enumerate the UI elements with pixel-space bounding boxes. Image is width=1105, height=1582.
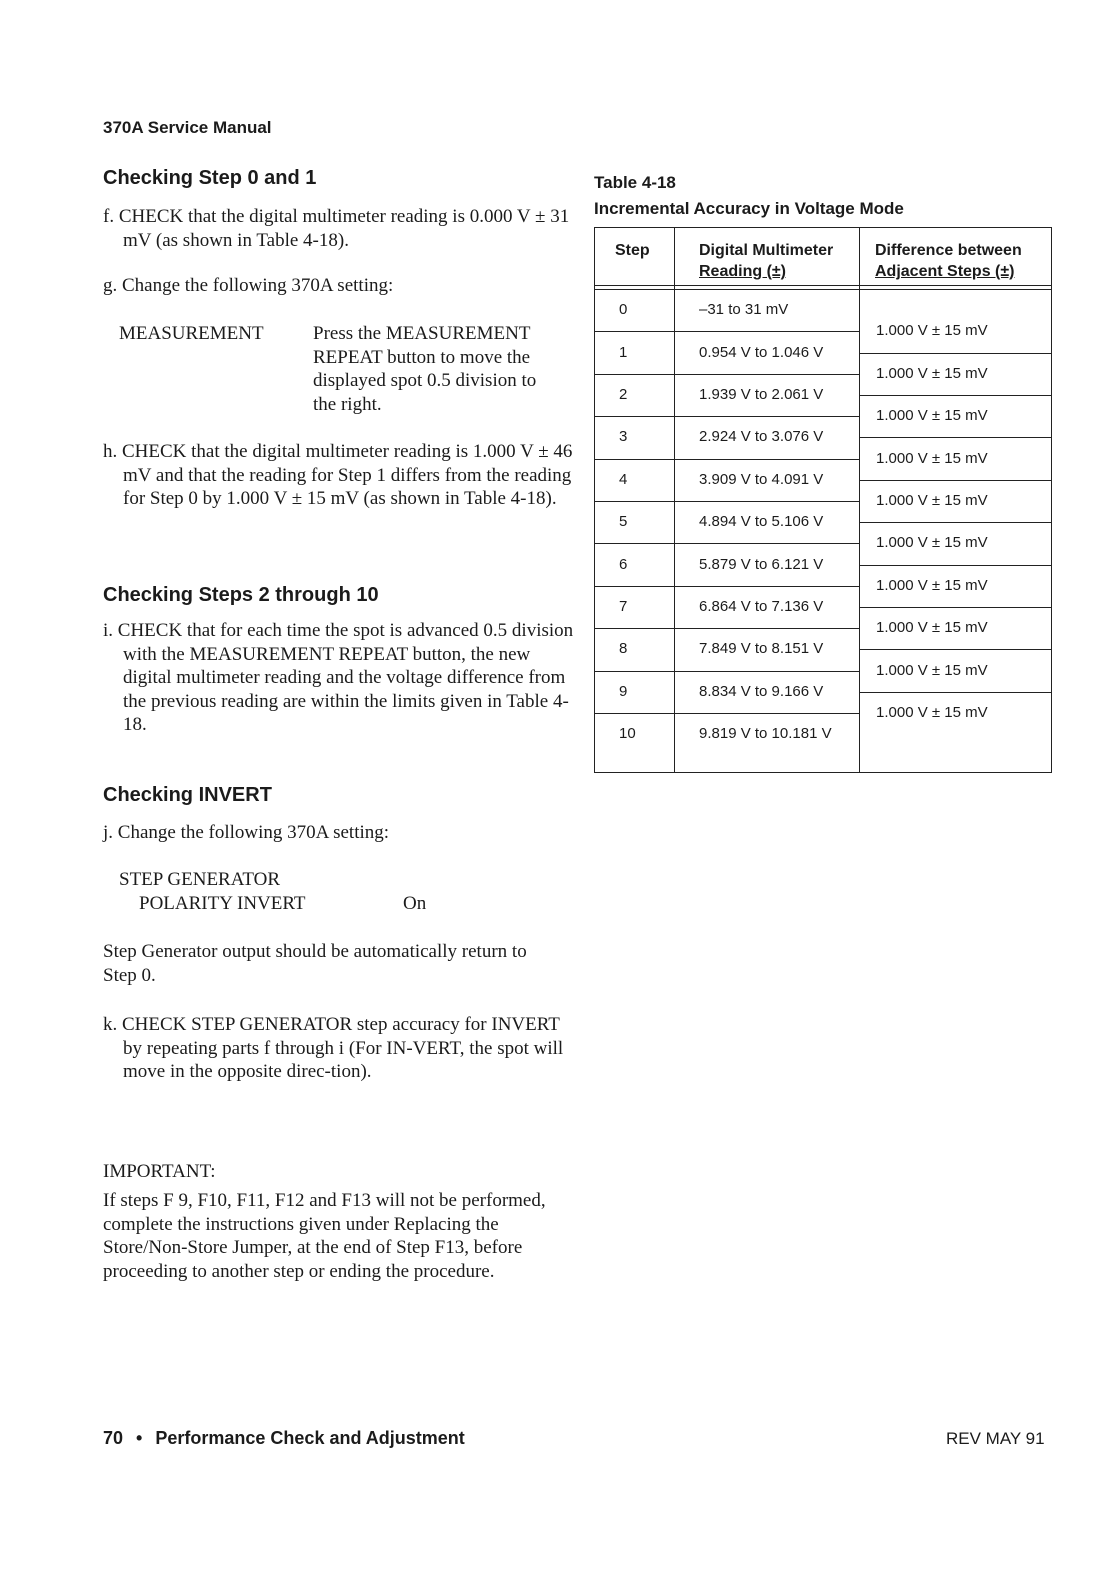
section-step-0-1: [103, 167, 563, 190]
table-number: Table 4-18: [594, 173, 676, 192]
cell-dmm-reading: 4.894 V to 5.106 V: [699, 513, 824, 531]
setting-label-line1: STEP GENERATOR: [119, 869, 280, 890]
instruction-h: h. CHECK that the digital multimeter reading is 1.000 V ± 46 mV and that the reading for Step 1 differs from the reading for Step 0 by 1.000 V ± 15 mV (as shown in Table 4-18).: [103, 441, 573, 509]
footer-page-info: [103, 1428, 465, 1449]
cell-difference: 1.000 V ± 15 mV: [876, 449, 988, 467]
cell-dmm-reading: 8.834 V to 9.166 V: [699, 682, 824, 700]
cell-difference: 1.000 V ± 15 mV: [876, 322, 988, 340]
cell-difference: 1.000 V ± 15 mV: [876, 534, 988, 552]
section-title: Checking INVERT: [103, 784, 272, 806]
cell-step: 7: [619, 598, 628, 615]
section-title: Checking Step 0 and 1: [103, 167, 317, 189]
row-divider: [595, 586, 859, 587]
header-step: Step: [615, 242, 650, 259]
cell-step: 9: [619, 682, 628, 700]
row-divider: [595, 374, 859, 375]
instruction-f: f. CHECK that the digital multimeter reading is 0.000 V ± 31 mV (as shown in Table 4-18).: [103, 206, 570, 251]
cell-step: 1: [619, 343, 628, 361]
row-divider: [595, 628, 859, 629]
header-rule: [595, 289, 1051, 290]
cell-difference: 1.000 V ± 15 mV: [876, 576, 988, 594]
header-diff-line2: Adjacent Steps (±): [875, 263, 1015, 280]
cell-step: 8: [619, 640, 628, 658]
difference-divider: [859, 565, 1051, 566]
cell-difference: 1.000 V ± 15 mV: [876, 492, 988, 509]
cell-step: 6: [619, 555, 628, 573]
row-divider: [595, 331, 859, 332]
section-title: Checking Steps 2 through 10: [103, 584, 379, 606]
setting-label: MEASUREMENT: [119, 323, 264, 344]
column-divider: [859, 228, 860, 772]
cell-step: 3: [619, 428, 628, 446]
cell-dmm-reading: 6.864 V to 7.136 V: [699, 598, 824, 615]
cell-step: 2: [619, 386, 628, 403]
cell-dmm-reading: 0.954 V to 1.046 V: [699, 343, 824, 361]
footer-bullet: •: [136, 1428, 143, 1448]
header-difference: [875, 240, 1022, 282]
cell-step: 4: [619, 470, 628, 488]
cell-difference: 1.000 V ± 15 mV: [876, 364, 988, 382]
instruction-j: j. Change the following 370A setting:: [103, 822, 390, 843]
cell-difference: 1.000 V ± 15 mV: [876, 407, 988, 425]
chapter-title: Performance Check and Adjustment: [155, 1428, 465, 1448]
invert-note: Step Generator output should be automatically return to Step 0.: [103, 941, 527, 986]
header-rule: [595, 285, 1051, 286]
manual-title: 370A Service Manual: [103, 118, 272, 137]
cell-step: 10: [619, 725, 636, 743]
difference-divider: [859, 607, 1051, 608]
row-divider: [595, 416, 859, 417]
instruction-k: k. CHECK STEP GENERATOR step accuracy for INVERT by repeating parts f through i (For IN-VERT, the spot will move in the opposite direc-tion).: [103, 1014, 564, 1082]
cell-dmm-reading: 1.939 V to 2.061 V: [699, 386, 824, 403]
cell-dmm-reading: 9.819 V to 10.181 V: [699, 725, 832, 743]
difference-divider: [859, 353, 1051, 354]
cell-dmm-reading: 5.879 V to 6.121 V: [699, 555, 824, 573]
difference-divider: [859, 437, 1051, 438]
header-dmm-line2: Reading (±): [699, 263, 786, 280]
instruction-i: i. CHECK that for each time the spot is advanced 0.5 division with the MEASUREMENT REPEAT button, the new digital multimeter reading and the voltage difference from the previous reading are within the limits given in Table 4-18.: [103, 620, 574, 735]
setting-value: On: [403, 893, 427, 914]
important-label: IMPORTANT:: [103, 1161, 216, 1182]
difference-divider: [859, 692, 1051, 693]
cell-dmm-reading: 3.909 V to 4.091 V: [699, 470, 824, 488]
section-steps-2-10: [103, 584, 563, 607]
cell-step: 0: [619, 301, 628, 319]
row-divider: [595, 543, 859, 544]
row-divider: [595, 713, 859, 714]
column-divider: [674, 228, 675, 772]
cell-dmm-reading: –31 to 31 mV: [699, 301, 789, 319]
cell-difference: 1.000 V ± 15 mV: [876, 661, 988, 679]
row-divider: [595, 671, 859, 672]
setting-label-line2: POLARITY INVERT: [139, 893, 306, 914]
header-diff-line1: Difference between: [875, 242, 1022, 259]
cell-difference: 1.000 V ± 15 mV: [876, 619, 988, 637]
row-divider: [595, 459, 859, 460]
important-text: If steps F 9, F10, F11, F12 and F13 will not be performed, complete the instructions given under Replacing the Store/Non-Store Jumper, at the end of Step F13, before proceeding to another step or ending the procedure.: [103, 1190, 546, 1282]
cell-dmm-reading: 7.849 V to 8.151 V: [699, 640, 824, 658]
difference-divider: [859, 649, 1051, 650]
cell-step: 5: [619, 513, 628, 531]
row-divider: [595, 501, 859, 502]
header-dmm-line1: Digital Multimeter: [699, 242, 834, 259]
revision-date: REV MAY 91: [946, 1429, 1045, 1448]
setting-value: Press the MEASUREMENT REPEAT button to move the displayed spot 0.5 division to the right.: [313, 323, 537, 415]
accuracy-table: [594, 227, 1052, 773]
table-title: Incremental Accuracy in Voltage Mode: [594, 199, 904, 218]
table-caption: [594, 170, 904, 222]
instruction-g: g. Change the following 370A setting:: [103, 275, 394, 296]
page-number: 70: [103, 1428, 124, 1448]
difference-divider: [859, 480, 1051, 481]
header-dmm-reading: [699, 240, 833, 282]
cell-dmm-reading: 2.924 V to 3.076 V: [699, 428, 824, 446]
cell-difference: 1.000 V ± 15 mV: [876, 704, 988, 721]
difference-divider: [859, 522, 1051, 523]
difference-divider: [859, 395, 1051, 396]
section-invert: [103, 784, 563, 807]
